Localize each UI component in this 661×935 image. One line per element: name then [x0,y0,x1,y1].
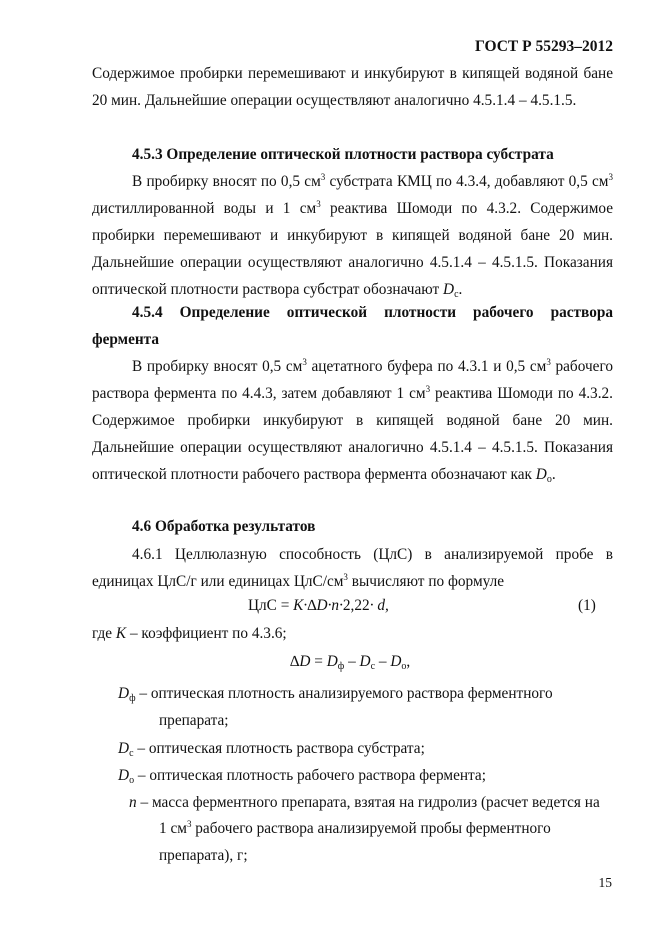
page-number: 15 [598,875,612,890]
paragraph-continuation: Содержимое пробирки перемешивают и инкубируют в кипящей водяной бане 20 мин. Дальнейшие операции осуществляют аналогично 4.5.1.4 – 4.5.1.5. [92,65,613,109]
definition-n-continuation-2: препарата), г; [159,847,248,864]
document-header: ГОСТ Р 55293–2012 [475,38,613,55]
paragraph-4-5-3: В пробирку вносят по 0,5 $см^3$ субстрата КМЦ по 4.3.4, добавляют 0,5 $см^3$ дистиллированной воды и 1 $см^3$ реактива Шомоди по 4.3.2. Содержимое пробирки перемешивают и инкубируют в кипящей водяной бане 20 мин. Дальнейшие операции осуществляют аналогично 4.5.1.4 – 4.5.1.5. Показания оптической плотности раствора субстрат обозначают $D_с$. [92,172,613,300]
definition-n: n – масса ферментного препарата, взятая на гидролиз (расчет ведется на [129,794,600,811]
formula-2: $\Delta D = D_ф - D_с - D_о$, [290,653,411,672]
formula-1: ЦлС = K·∆D·n·2,22· d, [248,597,389,614]
paragraph-4-6-1: 4.6.1 Целлюлазную способность (ЦлС) в анализируемой пробе в единицах ЦлС/г или единицах ЦлС/$см^3$ вычисляют по формуле [92,546,613,590]
heading-4-5-4: 4.5.4 Определение оптической плотности рабочего раствора фермента [92,304,613,348]
paragraph-4-5-4: В пробирку вносят 0,5 $см^3$ ацетатного буфера по 4.3.1 и 0,5 $см^3$ рабочего раствора фермента по 4.4.3, затем добавляют 1 $см^3$ реактива Шомоди по 4.3.2. Содержимое пробирки инкубируют в кипящей водяной бане 20 мин. Дальнейшие операции осуществляют аналогично 4.5.1.4 – 4.5.1.5. Показания оптической плотности рабочего раствора фермента обозначают как $D_о$. [92,357,613,485]
where-clause: где K – коэффициент по 4.3.6; [92,625,287,642]
definition-n-continuation-1: 1 $см^3$ рабочего раствора анализируемой пробы ферментного [159,819,551,837]
definition-df: $D_ф$ – оптическая плотность анализируемого раствора ферментного [118,685,553,704]
definition-do: $D_о$ – оптическая плотность рабочего раствора фермента; [118,767,486,786]
formula-1-number: (1) [578,597,596,614]
heading-4-5-3: 4.5.3 Определение оптической плотности раствора субстрата [132,146,554,163]
definition-dc: $D_с$ – оптическая плотность раствора субстрата; [118,740,425,759]
definition-df-continuation: препарата; [159,712,229,729]
heading-4-6: 4.6 Обработка результатов [132,518,316,535]
